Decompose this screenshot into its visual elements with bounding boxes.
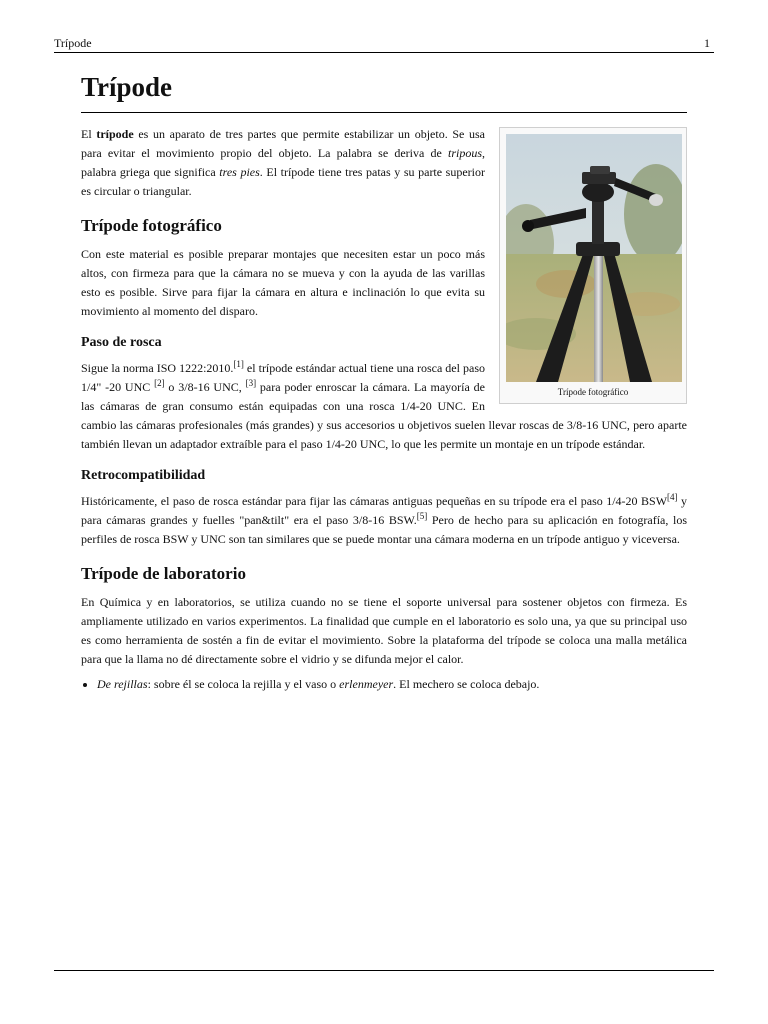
reference-link-4[interactable]: [4] [667, 492, 678, 502]
section-heading-laboratory: Trípode de laboratorio [81, 564, 246, 583]
article-body [81, 70, 687, 694]
subsection-heading-thread: Paso de rosca [81, 335, 162, 350]
list-text-1: : sobre él se coloca la rejilla y el vaso o [147, 677, 340, 691]
list-text-2: . El mechero se coloca debajo. [393, 677, 540, 691]
running-header-title: Trípode [54, 36, 92, 50]
intro-text-1: El [81, 127, 97, 141]
article-title: Trípode [81, 70, 687, 113]
compat-text-2: y para cámaras grandes y fuelles "pan&tilt" era el paso 3/8-16 BSW. [81, 494, 687, 527]
thread-text-2: el trípode estándar actual tiene una rosca del paso 1/4" -20 UNC [81, 361, 485, 394]
thread-text-3: o 3/8-16 UNC, [164, 380, 246, 394]
intro-text-2: es un aparato de tres partes que permite estabilizar un objeto. Se usa para evitar el movimiento propio del objeto. La palabra se deriva de [81, 127, 485, 160]
reference-link-5[interactable]: [5] [416, 511, 428, 521]
intro-text-3: , palabra griega que significa [81, 146, 485, 179]
reference-link-1[interactable]: [1] [233, 359, 244, 369]
intro-bold-term: trípode [96, 127, 134, 141]
section-heading-photographic: Trípode fotográfico [81, 216, 222, 235]
reference-link-2[interactable]: [2] [154, 378, 165, 388]
thread-text-4: para poder enroscar la cámara. La mayoría de las cámaras de gran consumo están equipadas con una rosca 1/4-20 UNC. En cambio las cámaras profesionales (más grandes) y sus accesorios u objetivos suelen llevar roscas de 3/8-16 UNC, pero aparte también llevan un adaptador extraíble para el paso 1/4-20 UNC, lo que les permite un montaje en un trípode estándar. [81, 380, 687, 451]
figure-caption: Trípode fotográfico [557, 387, 629, 397]
thread-text-1: Sigue la norma ISO 1222:2010. [81, 361, 234, 375]
list-term-2: erlenmeyer [339, 677, 394, 691]
section-laboratory-text: En Química y en laboratorios, se utiliza cuando no se tiene el soporte universal para sostener objetos con firmeza. Es ampliamente utilizado en varios experimentos. La finalidad que cumple en el laboratorio es solo una, ya que su principal uso es como herramienta de sostén a fin de evitar el movimiento. Sobre la plataforma del trípode se coloca una malla metálica para que la llama no dé directamente sobre el vidrio y se difunda mejor el calor. [81, 595, 687, 666]
list-item [97, 675, 687, 694]
laboratory-list [81, 675, 687, 694]
tripod-photo [506, 134, 682, 382]
running-header [54, 36, 714, 53]
intro-italic-2: tres pies [219, 165, 260, 179]
subsection-heading-compat: Retrocompatibilidad [81, 468, 206, 483]
section-photographic-text: Con este material es posible preparar montajes que necesiten estar un poco más altos, con firmeza para que la cámara no se mueva y con la ayuda de las varillas esto es posible. Sirve para fijar la cámara en altura e inclinación lo que evita su movimiento al momento del disparo. [81, 247, 485, 318]
compat-text-1: Históricamente, el paso de rosca estándar para fijar las cámaras antiguas pequeñas en su trípode era el paso 1/4-20 BSW [81, 494, 668, 508]
footer-rule [54, 970, 714, 971]
intro-text-4: . El trípode tiene tres patas y su parte superior es circular o triangular. [81, 165, 486, 198]
reference-link-3[interactable]: [3] [245, 378, 257, 388]
intro-italic-1: tripous [447, 146, 482, 160]
compat-text-3: Pero de hecho para su aplicación en fotografía, los perfiles de rosca BSW y UNC son tan similares que se puede montar una cámara moderna en un trípode antiguo y viceversa. [81, 513, 687, 546]
page-number: 1 [704, 36, 710, 50]
figure-tripod [499, 127, 687, 404]
subsection-compat-text [81, 492, 687, 549]
list-term: De rejillas [97, 677, 148, 691]
